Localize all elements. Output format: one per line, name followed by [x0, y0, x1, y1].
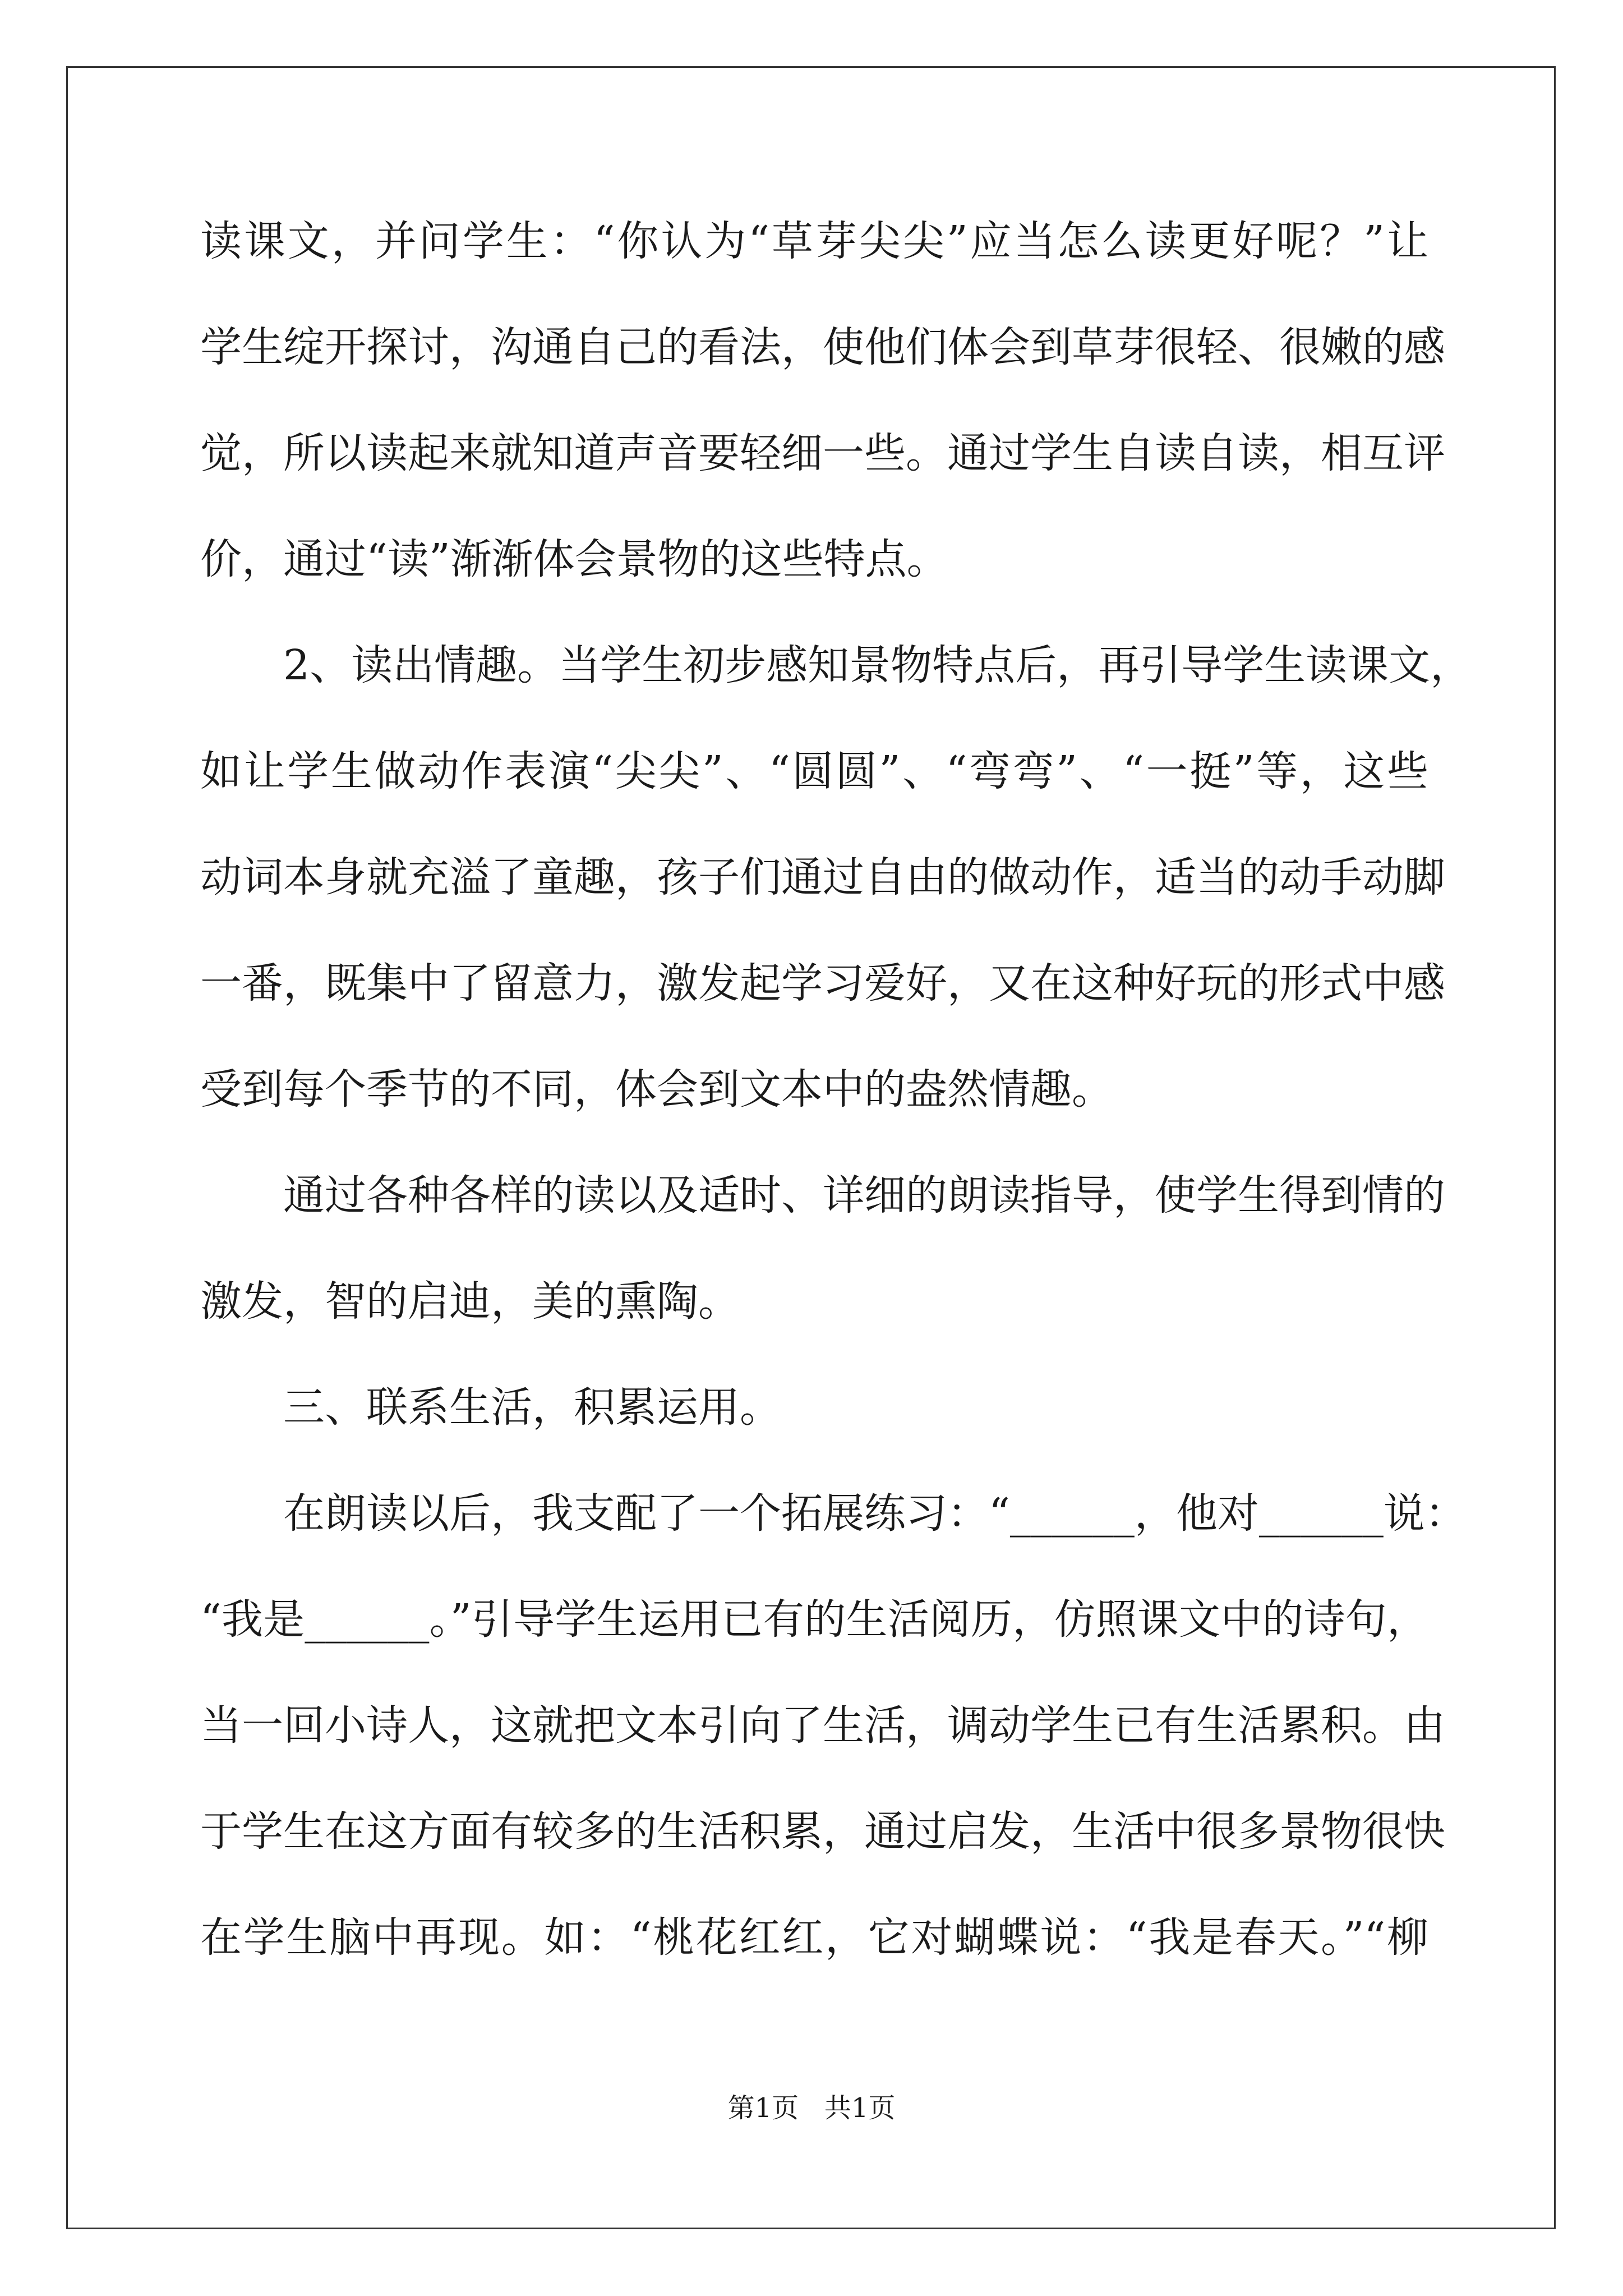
- text-line: 激发，智的启迪，美的熏陶。: [200, 1277, 740, 1326]
- text-line: 于学生在这方面有较多的生活积累，通过启发，生活中很多景物很快: [200, 1807, 1445, 1856]
- text-line: “我是______。”引导学生运用已有的生活阅历，仿照课文中的诗句，: [200, 1595, 1428, 1644]
- text-line: 动词本身就充溢了童趣，孩子们通过自由的做动作，适当的动手动脚: [200, 853, 1445, 901]
- section-heading: 三、联系生活，积累运用。: [283, 1383, 781, 1432]
- paragraph-first-line: 在朗读以后，我支配了一个拓展练习：“______，他对______说：: [283, 1489, 1467, 1538]
- page-border: [66, 66, 1556, 2229]
- page-number: 第1页 共1页: [727, 2092, 896, 2124]
- text-line: 当一回小诗人，这就把文本引向了生活，调动学生已有生活累积。由: [200, 1701, 1445, 1750]
- text-line: 价，通过“读”渐渐体会景物的这些特点。: [200, 535, 948, 583]
- text-line: 学生绽开探讨，沟通自己的看法，使他们体会到草芽很轻、很嫩的感: [200, 323, 1445, 371]
- text-line: 受到每个季节的不同，体会到文本中的盎然情趣。: [200, 1065, 1113, 1114]
- text-line: 一番，既集中了留意力，激发起学习爱好，又在这种好玩的形式中感: [200, 959, 1445, 1007]
- text-line: 读课文，并问学生：“你认为“草芽尖尖”应当怎么读更好呢？”让: [200, 217, 1428, 265]
- text-line: 在学生脑中再现。如：“桃花红红，它对蝴蝶说：“我是春天。”“柳: [200, 1913, 1428, 1962]
- paragraph-first-line: 2、读出情趣。当学生初步感知景物特点后，再引导学生读课文，: [283, 641, 1472, 689]
- text-line: 如让学生做动作表演“尖尖”、“圆圆”、“弯弯”、“一挺”等，这些: [200, 747, 1428, 795]
- paragraph-first-line: 通过各种各样的读以及适时、详细的朗读指导，使学生得到情的: [283, 1171, 1445, 1220]
- text-line: 觉，所以读起来就知道声音要轻细一些。通过学生自读自读，相互评: [200, 429, 1445, 477]
